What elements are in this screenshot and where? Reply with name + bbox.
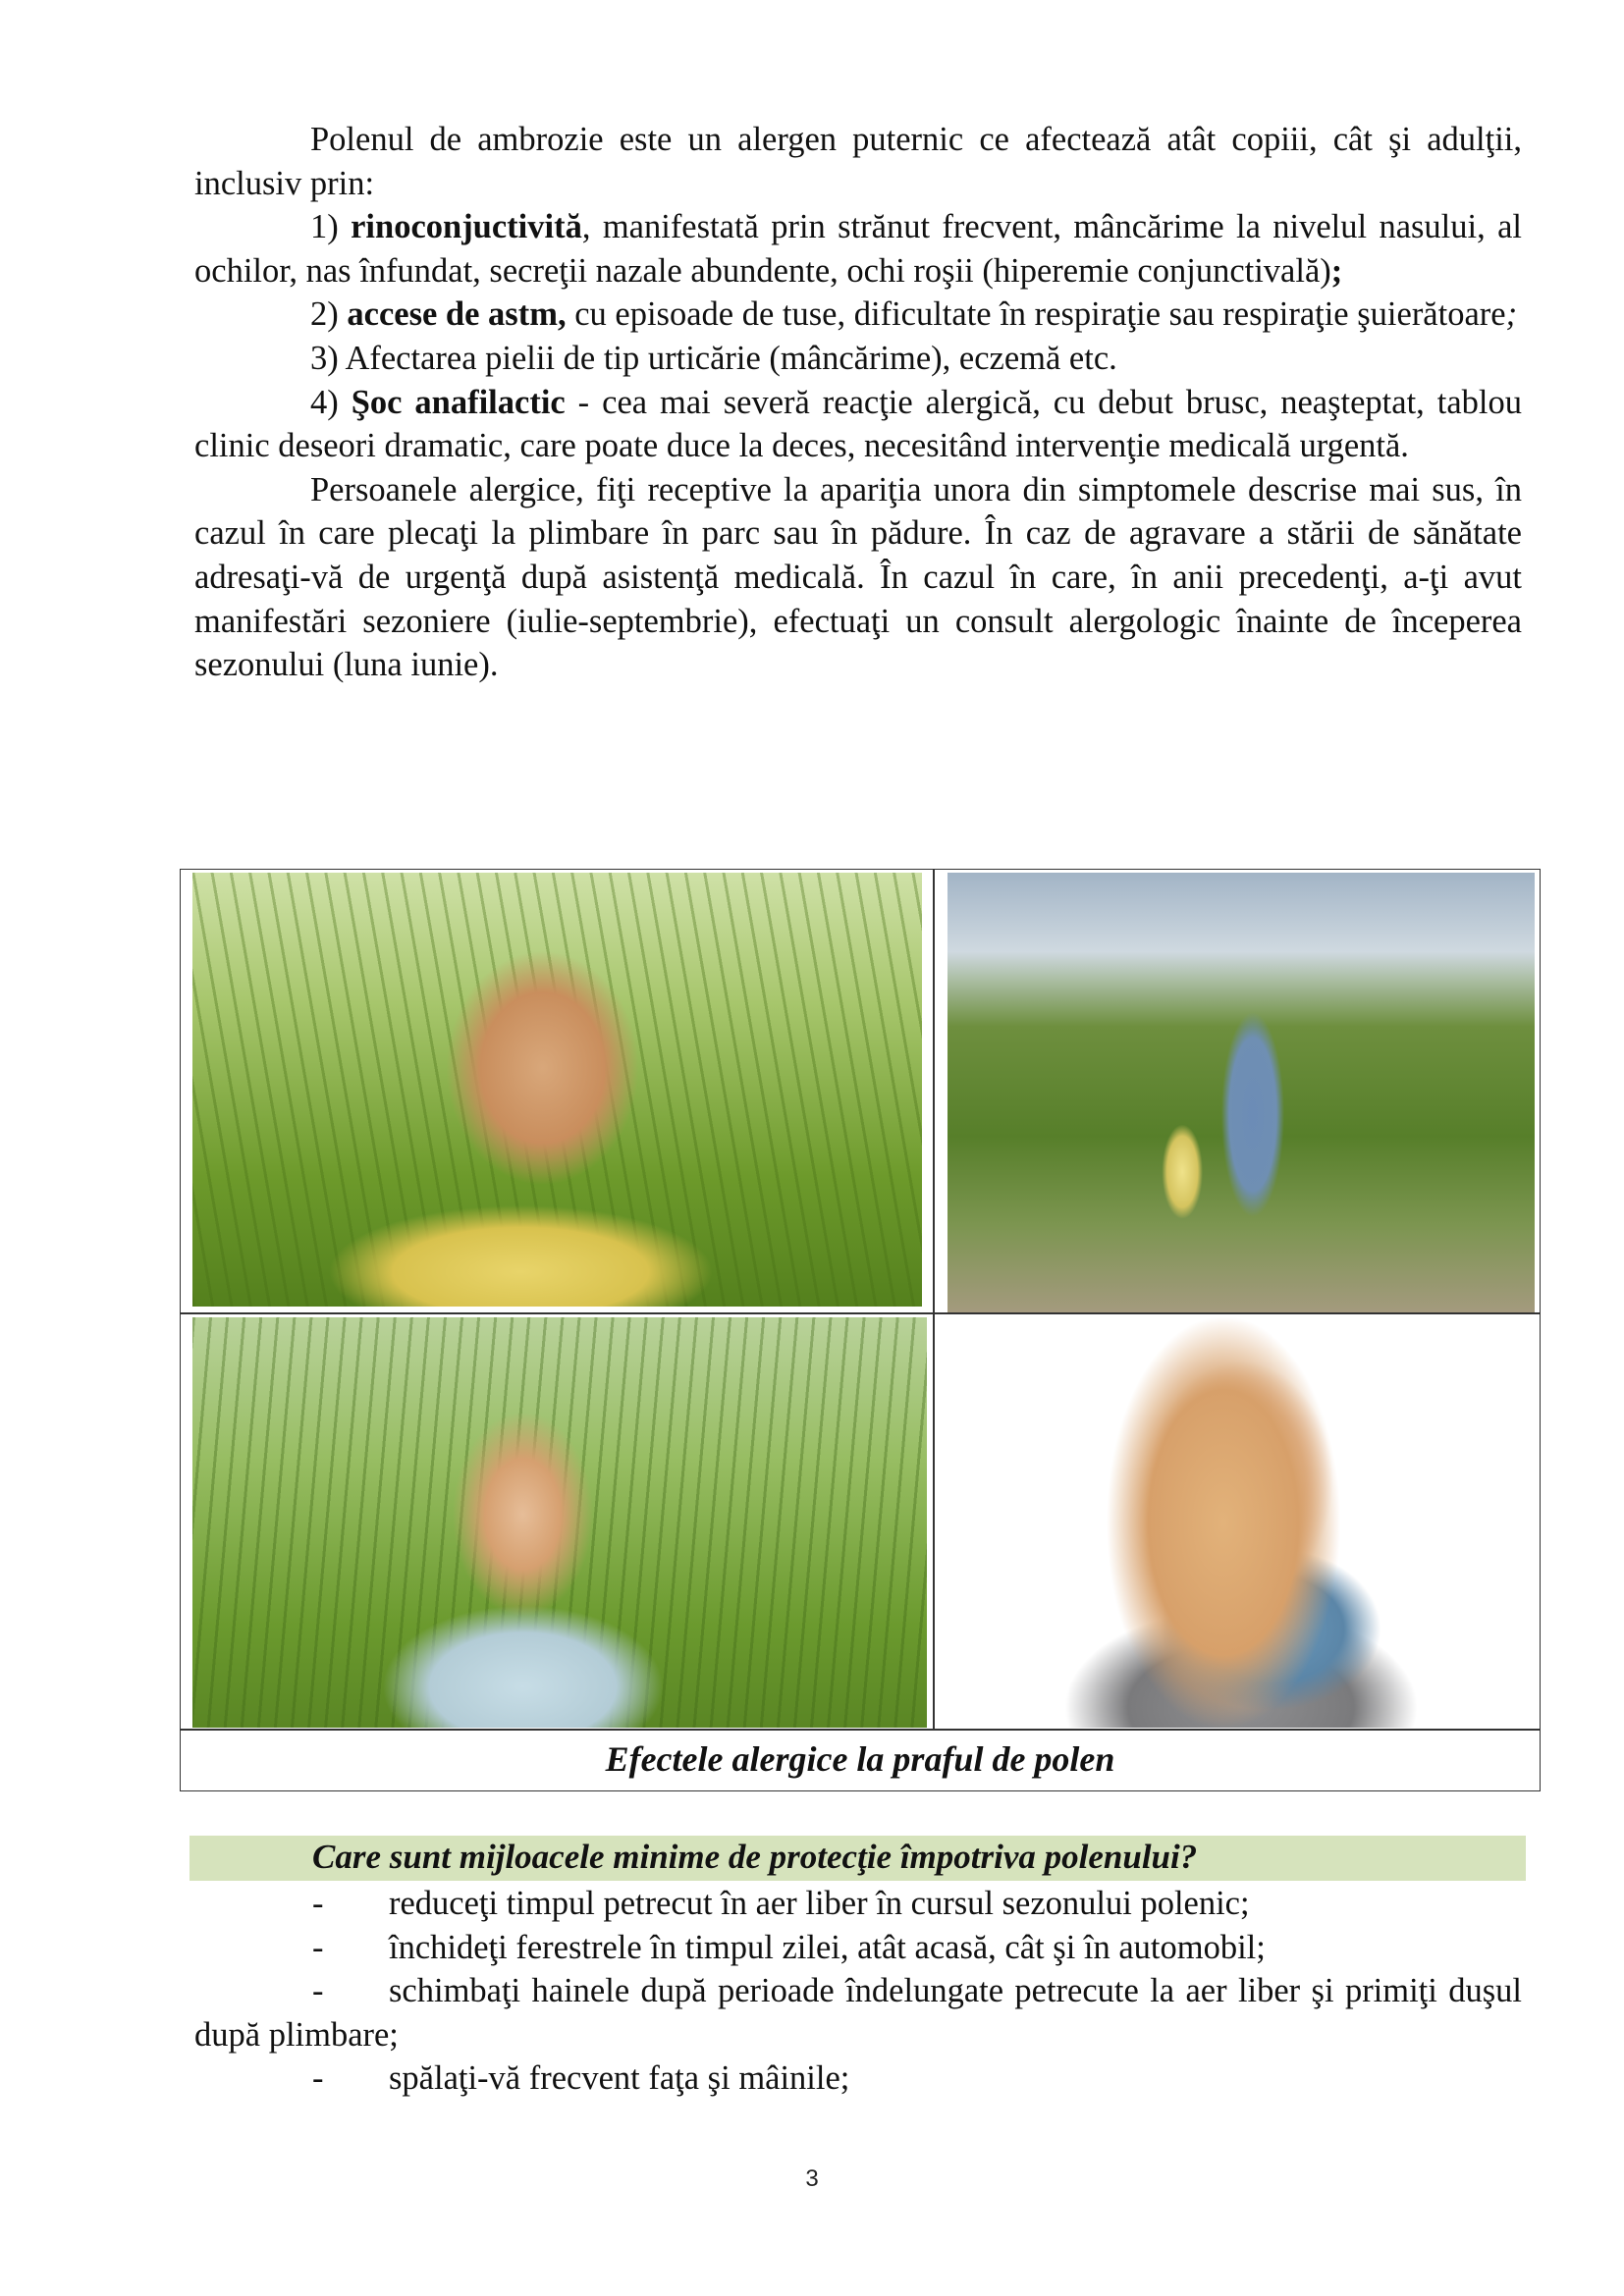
symptom-item-3: 3) Afectarea pielii de tip urticărie (mâncărime), eczemă etc. [310, 339, 1117, 377]
list-item [194, 1969, 1522, 2056]
photo-mother-child-walking [947, 873, 1535, 1312]
list-dash: - [312, 2059, 324, 2098]
symptom-item-1: 1) rinoconjuctivită, manifestată prin strănut frecvent, mâncărime la nivelul nasului, al ochilor, nas înfundat, secreţii nazale abundente, ochi roşii (hiperemie conjunctivală); [194, 208, 1522, 290]
protection-question: Care sunt mijloacele minime de protecţie împotriva polenului? [312, 1838, 1198, 1876]
list-item-text: închideţi ferestrele în timpul zilei, atât acasă, cât şi în automobil; [389, 1928, 1266, 1966]
photo-girl-tissue [192, 1317, 927, 1728]
list-item-text: spălaţi-vă frecvent faţa şi mâinile; [389, 2059, 850, 2098]
intro-paragraph: Polenul de ambrozie este un alergen puternic ce afectează atât copiii, cât şi adulţii, inclusiv prin: [194, 121, 1522, 202]
advice-paragraph: Persoanele alergice, fiţi receptive la apariţia unora din simptomele descrise mai sus, în cazul în care plecaţi la plimbare în parc sau în pădure. În caz de agravare a stării de sănătate adresaţi-vă de urgenţă după asistenţă medicală. În cazul în care, în anii precedenţi, a-ţi avut manifestări sezoniere (iulie-septembrie), efectuaţi un consult alergologic înainte de începerea sezonului (luna iunie). [194, 470, 1522, 684]
list-dash: - [312, 1928, 324, 1966]
symptom-item-2: 2) accese de astm, cu episoade de tuse, dificultate în respiraţie sau respiraţie şuierătoare; [310, 295, 1518, 334]
list-dash: - [312, 1972, 324, 2010]
table-divider-middle [181, 1312, 1540, 1314]
body-text [194, 118, 1522, 687]
list-item-text: reduceţi timpul petrecut în aer liber în cursul sezonului polenic; [389, 1885, 1250, 1922]
photo-child-sneezing [192, 873, 922, 1307]
protection-list [194, 1882, 1522, 2101]
list-item [194, 1926, 1522, 1970]
list-dash: - [312, 1885, 324, 1922]
table-divider-vertical [933, 870, 935, 1729]
list-item [194, 1882, 1522, 1926]
photo-figure-table [180, 869, 1541, 1791]
figure-caption: Efectele alergice la praful de polen [605, 1739, 1115, 1779]
list-item-text: schimbaţi hainele după perioade îndelungate petrecute la aer liber şi primiţi duşul după plimbare; [194, 1972, 1522, 2054]
page-number: 3 [805, 2165, 819, 2192]
photo-woman-inhaler [947, 1317, 1535, 1728]
symptom-item-4: 4) Şoc anafilactic - cea mai severă reacţie alergică, cu debut brusc, neaşteptat, tablou clinic deseori dramatic, care poate duce la deces, necesitând intervenţie medicală urgentă. [194, 383, 1522, 465]
list-item [194, 2056, 1522, 2101]
